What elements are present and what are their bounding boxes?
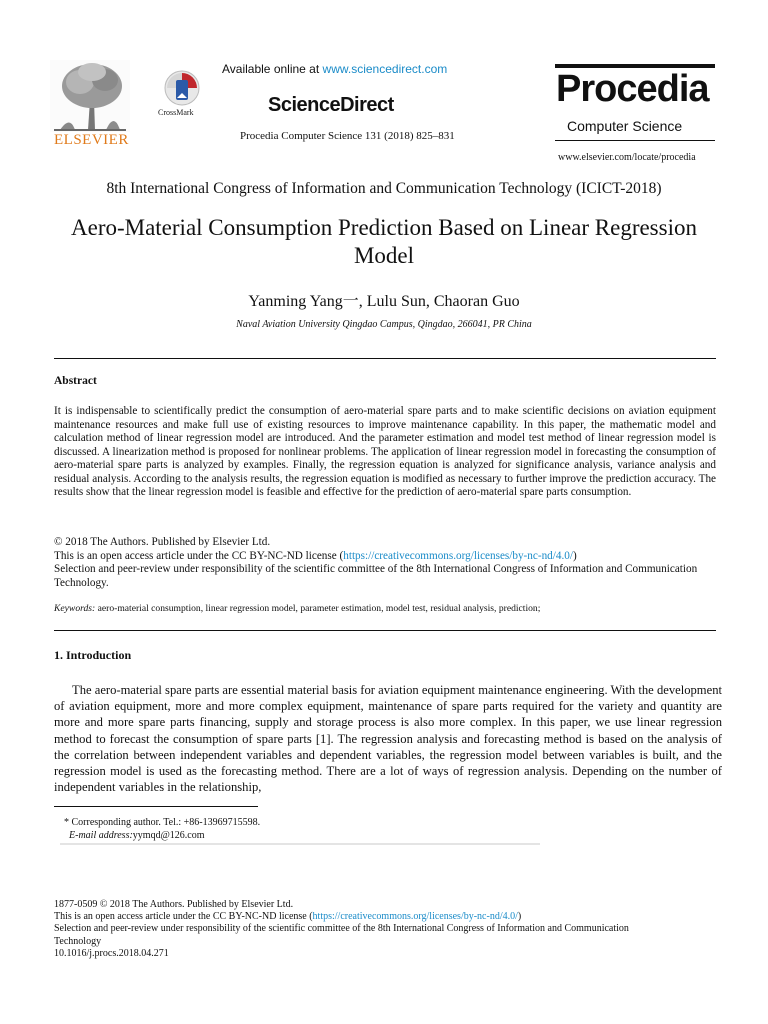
email-address[interactable]: yymqd@126.com <box>132 830 205 841</box>
congress-name: 8th International Congress of Information and Communication Technology (ICICT-2018) <box>106 180 662 197</box>
keywords-line <box>54 603 716 615</box>
journal-reference: Procedia Computer Science 131 (2018) 825–831 <box>240 130 455 142</box>
footnote <box>64 816 260 842</box>
available-prefix: Available online at <box>222 62 323 76</box>
paper-title: Aero-Material Consumption Prediction Based on Linear Regression Model <box>71 215 697 268</box>
clipped-text-fragment <box>60 842 540 846</box>
affiliation: Naval Aviation University Qingdao Campus, Qingdao, 266041, PR China <box>236 319 532 330</box>
sciencedirect-wordmark: ScienceDirect <box>268 94 394 116</box>
procedia-divider <box>555 140 715 141</box>
abstract-heading: Abstract <box>54 375 97 387</box>
footnote-rule <box>54 806 258 807</box>
corresponding-author: * Corresponding author. Tel.: +86-13969715598. <box>64 817 261 828</box>
crossmark-label: CrossMark <box>158 108 194 117</box>
abstract-text: It is indispensable to scientifically predict the consumption of aero-material spare parts and to make scientific decisions on aviation equipment maintenance resources and make full use of existing resources to improve maintenance capability. In this paper, the mathematic model and calculation method of linear regression model are introduced. And the parameter estimation and model test method of linear regression model is discussed. A linearization method is proposed for nonlinear problems. The application of linear regression model in forecasting the consumption of aero-material spare parts is analyzed by examples. Finally, the regression equation is analyzed for significance analysis, variance analysis and residual analysis. According to the analysis results, the regression equation is modified as necessary to further improve the prediction accuracy. The results show that the linear regression model is feasible and effective for the prediction of aero-material spare parts consumption. <box>54 405 716 498</box>
license-line <box>54 550 716 564</box>
email-line <box>64 829 260 842</box>
footer-peer-review: Selection and peer-review under responsibility of the scientific committee of the 8th International Congress of Information and Communication Technology <box>54 923 629 947</box>
issn-line: 1877-0509 © 2018 The Authors. Published by Elsevier Ltd. <box>54 899 294 910</box>
license-suffix: ) <box>572 549 577 562</box>
procedia-subtitle: Computer Science <box>567 118 683 134</box>
author-list: Yanming Yang一, Lulu Sun, Chaoran Guo <box>248 293 520 310</box>
procedia-locate-url[interactable]: www.elsevier.com/locate/procedia <box>558 152 696 163</box>
abstract-divider <box>54 630 716 631</box>
keywords-label: Keywords: <box>54 603 96 614</box>
license-link[interactable]: https://creativecommons.org/licenses/by-nc-nd/4.0/ <box>343 549 573 562</box>
title-divider <box>54 358 716 359</box>
abstract-license-block <box>54 536 716 590</box>
sciencedirect-link[interactable]: www.sciencedirect.com <box>322 62 448 76</box>
introduction-paragraph: The aero-material spare parts are essential material basis for aviation equipment maintenance engineering. With the development of aviation equipment, more and more complex equipment, maintenance of spare parts required for the variety and quantity are more and more spare parts financing, supply and storage process is also more complex. In this paper, we use linear regression method to forecast the consumption of spare parts [1]. The regression analysis and forecasting method is based on the analysis of the correlation between independent variables and dependent variables, the regression model between variables is built, and the regression model is used as the forecasting method. There are a lot of ways of regression analysis. Depending on the number of independent variables in the relationship, <box>54 683 722 795</box>
footer-license-suffix: ) <box>517 911 522 923</box>
doi[interactable]: 10.1016/j.procs.2018.04.271 <box>54 947 169 959</box>
elsevier-wordmark: ELSEVIER <box>54 132 129 148</box>
section-heading-introduction: 1. Introduction <box>54 648 132 662</box>
email-label: E-mail address: <box>69 830 133 841</box>
page-footer <box>54 899 674 960</box>
license-prefix: This is an open access article under the CC BY-NC-ND license ( <box>54 549 344 562</box>
procedia-wordmark: Procedia <box>556 68 709 110</box>
footer-license-prefix: This is an open access article under the CC BY-NC-ND license ( <box>54 911 313 923</box>
available-online <box>222 62 447 76</box>
keywords-text: aero-material consumption, linear regression model, parameter estimation, model test, residual analysis, prediction; <box>95 603 541 614</box>
copyright-line: © 2018 The Authors. Published by Elsevier Ltd. <box>54 536 271 548</box>
peer-review-line: Selection and peer-review under responsibility of the scientific committee of the 8th International Congress of Information and Communication Technology. <box>54 563 698 589</box>
footer-license-link[interactable]: https://creativecommons.org/licenses/by-nc-nd/4.0/ <box>312 911 518 923</box>
footer-license-line <box>54 911 674 923</box>
